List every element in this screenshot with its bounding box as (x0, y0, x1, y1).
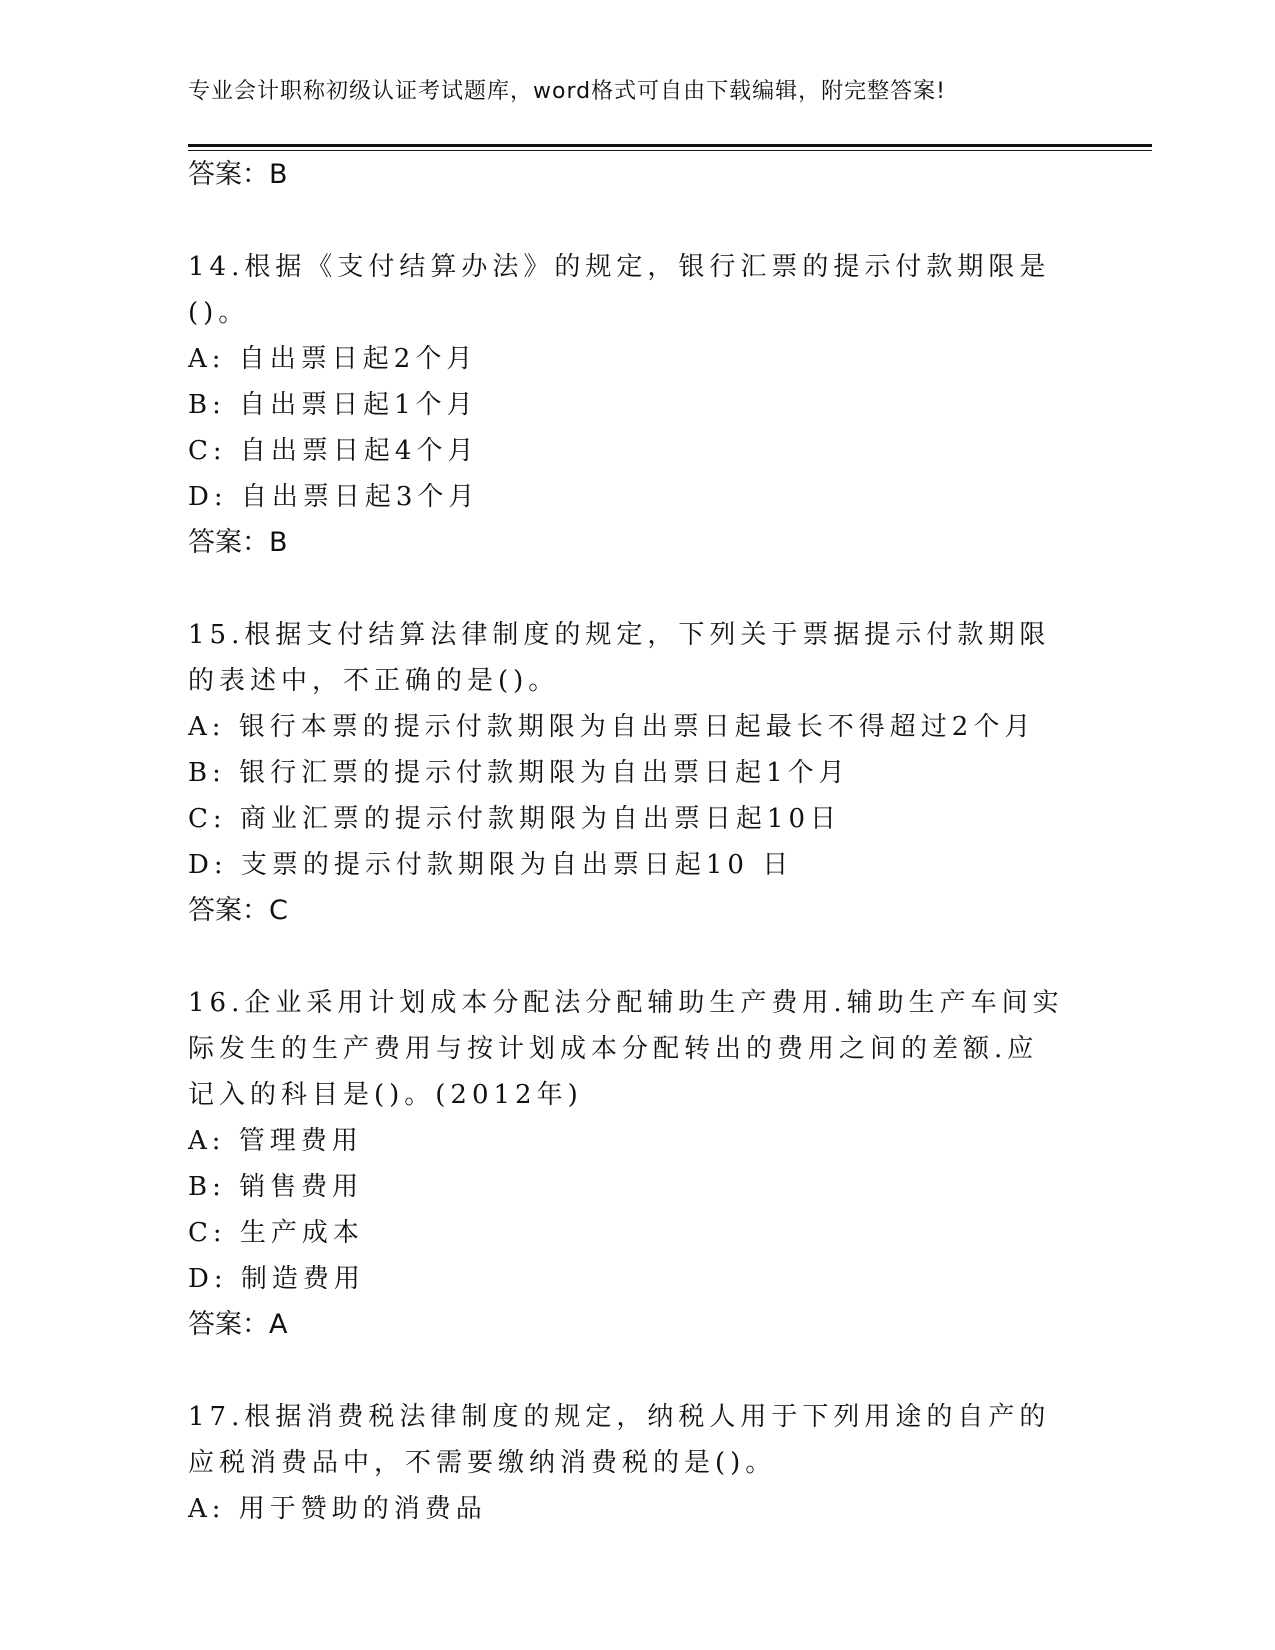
question-text: 14.根据《支付结算办法》的规定，银行汇票的提示付款期限是()。 (188, 252, 1051, 328)
question-text: 15.根据支付结算法律制度的规定，下列关于票据提示付款期限的表述中，不正确的是()。 (188, 620, 1051, 696)
option-a: A: 用于赞助的消费品 (188, 1494, 487, 1524)
question-text: 16.企业采用计划成本分配法分配辅助生产费用.辅助生产车间实际发生的生产费用与按计划成本分配转出的费用之间的差额.应记入的科目是()。(2012年) (188, 988, 1064, 1110)
option-a: A: 银行本票的提示付款期限为自出票日起最长不得超过2个月 (188, 712, 1036, 742)
question-15 (188, 612, 1088, 934)
question-answer: 答案：A (188, 1309, 288, 1340)
question-17 (188, 1394, 1088, 1532)
option-d: D: 自出票日起3个月 (188, 482, 480, 512)
option-d: D: 支票的提示付款期限为自出票日起10 日 (188, 850, 794, 880)
option-a: A: 自出票日起2个月 (188, 344, 478, 374)
option-c: C: 商业汇票的提示付款期限为自出票日起10日 (188, 804, 842, 834)
question-text: 17.根据消费税法律制度的规定，纳税人用于下列用途的自产的应税消费品中，不需要缴纳消费税的是()。 (188, 1402, 1051, 1478)
spacer (188, 198, 1088, 244)
option-a: A: 管理费用 (188, 1126, 363, 1156)
question-16 (188, 980, 1088, 1348)
option-b: B: 银行汇票的提示付款期限为自出票日起1个月 (188, 758, 850, 788)
spacer (188, 1348, 1088, 1394)
option-c: C: 生产成本 (188, 1218, 364, 1248)
option-b: B: 销售费用 (188, 1172, 364, 1202)
option-d: D: 制造费用 (188, 1264, 365, 1294)
option-b: B: 自出票日起1个月 (188, 390, 478, 420)
prev-answer: 答案：B (188, 159, 288, 190)
option-c: C: 自出票日起4个月 (188, 436, 479, 466)
question-answer: 答案：B (188, 527, 288, 558)
spacer (188, 934, 1088, 980)
question-answer: 答案：C (188, 895, 288, 926)
page-header: 专业会计职称初级认证考试题库，word格式可自由下载编辑，附完整答案! (188, 79, 946, 104)
header-rule-thin (188, 150, 1152, 151)
document-body (188, 152, 1088, 1532)
header-rule-thick (188, 144, 1152, 147)
question-14 (188, 244, 1088, 566)
spacer (188, 566, 1088, 612)
